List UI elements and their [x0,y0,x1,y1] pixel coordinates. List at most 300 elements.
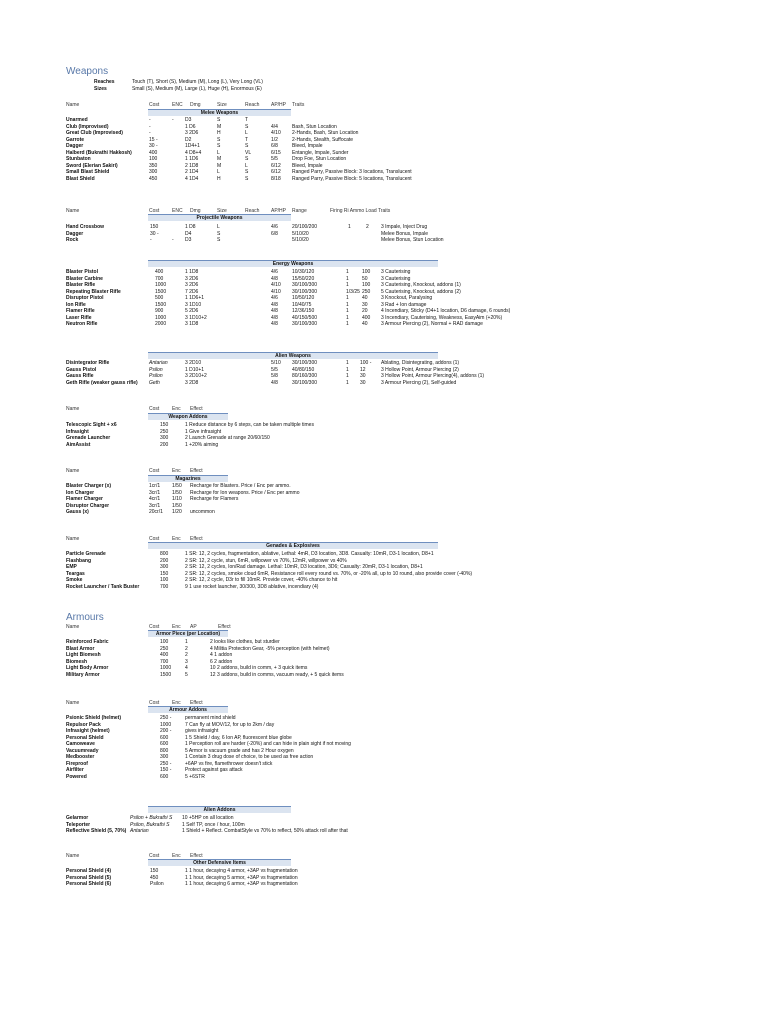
energy-cell: Ion Rifle [66,301,86,308]
sizes-label: Sizes [94,86,107,92]
melee-cell: 6/12 [271,162,281,169]
energy-cell: 30/100/300 [292,288,318,295]
energy-cell: 3 Cauterising [381,269,411,275]
melee-cell: - [149,123,151,130]
energy-cell: 4/8 [271,308,278,314]
energy-cell: 4/8 [271,314,278,321]
projectile-cell: 30 - [150,230,159,237]
energy-cell: 5 2D6 [185,308,199,314]
melee-cell: 4 1D4 [185,175,199,182]
energy-cell: 4 Incendiary, Sticky (D4+1 location, D6 damage, 6 rounds) [381,308,511,314]
addons-cell: Grenade Launcher [66,435,111,441]
energy-cell: 10/40/75 [292,301,312,308]
energy-cell: 10/30/120 [292,269,315,275]
energy-cell: 12/36/150 [292,308,315,314]
melee-cell: 1D4+1 [185,143,200,149]
energy-cell: 1 [346,301,349,308]
armours-cell: 3 [185,658,188,665]
energy-band-title: Energy Weapons [272,261,314,267]
magazines-cell: Recharge for Flamers [190,496,239,502]
armour-addons-cell: Personal Shield [66,734,104,741]
melee-cell: S [245,169,249,175]
projectile-cell: Dagger [66,230,84,237]
grenades-cell: Flashbang [66,557,92,564]
energy-cell: 4/6 [271,295,278,301]
energy-cell: 1 [346,314,349,321]
alien-cell: Ablating, Disintegrating, addons (1) [381,360,460,366]
melee-cell: 4 D8+4 [185,149,202,156]
armours-cell: 12 3 addons, build in comms, vacuum ready, + 5 quick items [210,671,344,678]
alien-cell: 3 2D10 [185,360,202,366]
armours-cell: Light Body Armor [66,665,109,671]
projectile-cell: - [150,237,152,243]
other-defensive-cell: 150 [150,868,159,874]
other-defensive-cell: 1 1 hour, decaying 4 armor, +3AP vs fragmentation [185,868,298,874]
armour-addons-cell: Fireproof [66,760,88,767]
magazines-cell: 1/50 [172,483,182,489]
grenades-header: Enc [172,536,181,542]
addons-cell: Infrasight [66,428,89,435]
armours-cell: 6 2 addon [210,658,233,665]
alien-addons-cell: Reflective Shield (5, 70%) [66,828,127,834]
armours-cell: 2 [185,645,188,652]
projectile-cell: Rock [66,237,79,243]
energy-cell: 10/50/120 [292,295,315,301]
armour-addons-cell: 600 [160,773,169,780]
alien-band-title: Alien Weapons [275,353,311,359]
energy-cell: 3 Armour Piercing (2), Normal + RAD damage [381,321,483,327]
energy-cell: 3 Incendiary, Cauterising, Weakness, EasyAim (+20%) [381,314,503,321]
other-defensive-cell: 1 1 hour, decaying 6 armor, +3AP vs fragmentation [185,881,298,887]
grenades-cell: 2 SR: 12, 2 cycles, Ion/Rad damage. Lethal: 10mR, D3 location, 3D6; Casualty: 20mR, D3-1 location, D8+1 [185,564,423,570]
armour-addons-cell: Infrasight (helmet) [66,728,110,734]
projectile-header: Reach [245,208,260,214]
energy-cell: 40 [362,295,368,301]
alien-cell: 5/8 [271,373,278,379]
magazines-header: Name [66,468,80,474]
melee-header: Traits [292,102,305,108]
projectile-header: Dmg [190,208,201,214]
grenades-cell: 2 SR: 12, 2 cycle, stun, 6mR, willpower vs 70%, 12mR, willpower vs 40% [185,557,347,564]
projectile-band-title: Projectile Weapons [196,215,243,221]
energy-cell: 1 [346,308,349,314]
energy-cell: 2000 [155,321,167,327]
melee-cell: VL [245,149,252,156]
grenades-cell: 9 1 use rocket launcher, 30/300, 3D8 ablative, incendiary (4) [185,583,319,590]
projectile-header: Firing Ri Ammo Load Traits [330,208,391,214]
melee-cell: Dagger [66,143,84,149]
energy-cell: 1 [346,282,349,288]
alien-cell: 3 Hollow Point, Armour Piercing (2) [381,366,459,373]
melee-cell: 3 2D6 [185,130,199,136]
alien-cell: 1 [346,366,349,373]
melee-header: Cost [149,102,160,108]
magazines-cell: Flamer Charger [66,496,103,502]
armours-cell: 2 looks like clothes, but sturdier [210,639,280,645]
melee-cell: 1 1D6 [185,156,199,162]
alien-cell: 100 - [360,360,372,366]
projectile-cell: 1 [348,224,351,230]
alien-cell: 1 [346,373,349,379]
alien-cell: 5/10 [271,360,281,366]
other-defensive-header: Cost [149,853,160,859]
magazines-header: Cost [149,468,160,474]
armours-cell: 4 1 addon [210,652,233,658]
armour-addons-cell: 1 Contain 3 drug dose of choice, to be used as free action [185,754,314,760]
energy-cell: 1 1D6+1 [185,295,205,301]
magazines-cell: 1/50 [172,489,182,496]
melee-header: AP/HP [271,102,287,108]
projectile-cell: D4 [185,230,192,237]
energy-cell: 50 [362,275,368,282]
alien-cell: 3 Armour Piercing (2), Self-guided [381,379,457,386]
reaches-value: Touch (T), Short (S), Medium (M), Long (L), Very Long (VL) [132,79,263,85]
energy-cell: 40 [362,321,368,327]
grenades-cell: Smoke [66,577,83,583]
energy-cell: 4/10 [271,288,281,295]
melee-cell: 2 1D4 [185,169,199,175]
melee-cell: 2-Hands, Bash, Stun Location [292,130,359,136]
addons-cell: 150 [160,422,169,428]
grenades-header: Name [66,536,80,542]
grenades-cell: 100 [160,577,169,583]
armour-addons-cell: Camoweave [66,741,95,747]
alien-cell: Gauss Rifle [66,373,94,379]
magazines-cell: uncommon [190,509,215,515]
melee-cell: Stunbaton [66,156,91,162]
melee-cell: 6/15 [271,149,281,156]
melee-cell: Ranged Parry, Passive Block: 3 locations, Translucent [292,169,412,175]
addons-header: Effect [190,406,203,412]
melee-cell: - [149,117,151,123]
melee-cell: T [245,136,249,143]
armour-addons-cell: 800 [160,747,169,754]
energy-cell: Blaster Rifle [66,282,96,288]
melee-cell: 15 - [149,136,158,143]
addons-cell: 1 Reduce distance by 6 steps, can be taken multiple times [185,422,314,428]
projectile-header: AP/HP [271,208,287,214]
energy-cell: 1000 [155,314,167,321]
addons-cell: 1 Give infrasight [185,428,222,435]
alien-cell: 12 [360,366,366,373]
other-defensive-header: Name [66,853,80,859]
energy-cell: 400 [155,269,164,275]
projectile-cell: S [217,230,221,237]
melee-cell: S [217,143,221,149]
other-defensive-cell: Personal Shield (5) [66,874,112,881]
melee-cell: Bleed, Impale [292,162,323,169]
energy-cell: 700 [155,275,164,282]
armour-addons-cell: 250 - [160,760,172,767]
alien-cell: Psilon [149,373,163,379]
armour-addons-cell: Psionic Shield (helmet) [66,715,122,721]
other-defensive-header: Effect [190,853,203,859]
melee-cell: L [245,162,248,169]
melee-cell: L [245,130,248,136]
energy-cell: 4/6 [271,269,278,275]
projectile-cell: 3 Impale, Inject Drug [381,224,428,230]
energy-cell: 3 1D10 [185,301,202,308]
energy-cell: 4/8 [271,301,278,308]
magazines-band-title: Magazines [175,476,201,482]
projectile-cell: L [217,224,220,230]
alien-addons-cell: 1 Shield + Reflect. CombatStyle vs 70% to reflect, 50% attack roll after that [182,828,348,834]
armour-addons-cell: 5 +6STR [185,773,205,780]
projectile-cell: S [217,237,221,243]
armours-cell: 400 [160,652,169,658]
energy-cell: 30/100/300 [292,321,318,327]
grenades-cell: 800 [160,551,169,557]
armours-cell: 4 [185,665,188,671]
energy-cell: Blaster Pistol [66,269,98,275]
projectile-cell: Melee Bonus, Stun Location [381,237,444,243]
weapons-title: Weapons [66,66,109,77]
melee-cell: Drop Foe, Stun Location [292,156,347,162]
addons-header: Cost [149,406,160,412]
melee-band-title: Melee Weapons [200,110,239,116]
magazines-cell: Ion Charger [66,489,95,496]
armour-addons-band-title: Armour Addons [169,707,207,713]
alien-cell: 3 Hollow Point, Armour Piercing(4), addons (1) [381,373,485,379]
alien-cell: 30/100/300 [292,379,318,386]
melee-cell: Bleed, Impale [292,143,323,149]
energy-cell: 1 [346,275,349,282]
energy-cell: 20 [362,308,368,314]
alien-addons-cell: Antarian [130,828,149,834]
alien-addons-cell: 10 +5HP on all location [182,815,234,821]
melee-cell: Bash, Stun Location [292,123,337,130]
alien-cell: Geth Rifle (weaker gauss rifle) [66,379,138,386]
magazines-cell: 3cr/1 [149,502,161,509]
melee-cell: H [217,175,221,182]
projectile-header: Range [292,208,307,214]
grenades-cell: 200 [160,557,169,564]
alien-cell: Gauss Pistol [66,366,97,373]
energy-cell: 1 [346,321,349,327]
armours-title: Armours [66,612,104,623]
alien-addons-band-title: Alien Addons [203,807,236,813]
armours-cell: 1500 [160,671,172,678]
magazines-cell: 3cr/1 [149,489,161,496]
energy-cell: 7 2D6 [185,288,199,295]
magazines-header: Effect [190,468,203,474]
alien-cell: 5/5 [271,366,278,373]
melee-cell: Halberd (Bukrathi Hakkosh) [66,149,132,156]
armour-addons-cell: Vacuumready [66,747,99,754]
grenades-cell: 150 [160,570,169,577]
melee-cell: D2 [185,136,192,143]
magazines-cell: 4cr/1 [149,496,161,502]
melee-cell: 5/5 [271,156,278,162]
melee-cell: Club (Improvised) [66,123,109,130]
energy-cell: 3 Cauterising [381,275,411,282]
melee-cell: - [172,117,174,123]
armours-cell: Military Armor [66,671,100,678]
armour-addons-cell: 5 Armor is vacuum grade and has 2 Hour oxygen [185,747,294,754]
melee-cell: 1/2 [271,136,278,143]
melee-cell: Blast Shield [66,175,95,182]
melee-cell: 450 [149,175,158,182]
armours-cell: 1 [185,639,188,645]
melee-cell: S [245,175,249,182]
energy-cell: 3 Cauterising, Knockout, addons (1) [381,282,461,288]
reaches-label: Reaches [94,79,115,85]
grenades-header: Effect [190,536,203,542]
projectile-cell: 6/8 [271,230,278,237]
armours-cell: 4 Militia Protection Gear, -5% perception (with helmet) [210,645,330,652]
energy-cell: 1 [346,295,349,301]
energy-cell: Flamer Rifle [66,308,95,314]
armour-addons-cell: 1 Perception roll are harder (-20%) and can hide in plain sight if not moving [185,741,351,747]
alien-cell: Antarian [149,360,168,366]
energy-cell: 3 1D10+2 [185,314,207,321]
melee-cell: L [217,169,220,175]
other-defensive-cell: 450 [150,874,159,881]
energy-cell: 30/100/300 [292,282,318,288]
projectile-cell: Melee Bonus, Impale [381,230,428,237]
energy-cell: 1500 [155,301,167,308]
armour-addons-cell: +6AP vs fire, flamethrower doesn't stick [185,760,273,767]
armours-cell: Light Biomesh [66,652,101,658]
melee-header: Size [217,102,227,108]
armours-cell: 100 [160,639,169,645]
armour-addons-cell: Medbooster [66,754,95,760]
addons-cell: 300 [160,435,169,441]
energy-cell: 15/50/220 [292,275,315,282]
armour-addons-cell: gives infrasight [185,728,219,734]
energy-cell: 100 [362,269,371,275]
projectile-cell: 2 [366,224,369,230]
projectile-cell: 5/10/20 [292,230,309,237]
melee-cell: 100 [149,156,158,162]
melee-cell: Small Blast Shield [66,169,110,175]
other-defensive-cell: Personal Shield (4) [66,868,112,874]
armours-header: Cost [149,624,160,630]
alien-cell: Disintegrator Rifle [66,360,110,366]
armour-addons-cell: 300 [160,754,169,760]
other-defensive-header: Enc [172,853,181,859]
magazines-cell: 1/50 [172,502,182,509]
projectile-cell: D3 [185,237,192,243]
melee-cell: M [217,162,222,169]
alien-cell: 40/80/150 [292,366,315,373]
armour-addons-header: Effect [190,700,203,706]
melee-cell: 2 1D8 [185,162,199,169]
energy-cell: 4/8 [271,321,278,327]
melee-cell: H [217,130,221,136]
projectile-cell: - [172,237,174,243]
armours-cell: Blast Armor [66,645,95,652]
alien-cell: 1 [346,379,349,386]
armours-cell: 5 [185,671,188,678]
melee-cell: 30 - [149,143,158,149]
melee-cell: Garrote [66,136,85,143]
other-defensive-cell: 1 1 hour, decaying 5 armor, +3AP vs fragmentation [185,874,298,881]
armours-cell: 10 2 addons, build in comm, + 3 quick items [210,665,308,671]
melee-cell: 400 [149,149,158,156]
grenades-cell: 2 SR: 12, 2 cycle, D3r to fill 10mR. Provide cover, -40% chance to hit [185,577,338,583]
grenades-cell: Teargas [66,570,85,577]
energy-cell: 3 Rad + Ion damage [381,301,427,308]
melee-cell: 4/10 [271,130,281,136]
melee-header: Name [66,102,80,108]
melee-cell: D3 [185,117,192,123]
grenades-cell: 300 [160,564,169,570]
magazines-cell: 1cr/1 [149,483,161,489]
melee-cell: M [217,156,222,162]
alien-addons-cell: Teleporter [66,821,91,828]
energy-cell: 40/150/500 [292,314,318,321]
energy-cell: Blaster Carbine [66,275,103,282]
energy-cell: 4/10 [271,282,281,288]
armours-cell: Reinforced Fabric [66,639,109,645]
armour-addons-cell: 600 [160,741,169,747]
grenades-cell: 700 [160,583,169,590]
melee-cell: 4/4 [271,123,278,130]
armour-addons-header: Cost [149,700,160,706]
melee-cell: S [245,143,249,149]
melee-cell: 1 D6 [185,123,196,130]
alien-cell: Psilon [149,366,163,373]
projectile-cell: 4/6 [271,224,278,230]
grenades-cell: EMP [66,564,77,570]
energy-cell: 4/8 [271,275,278,282]
magazines-header: Enc [172,468,181,474]
alien-cell: 80/160/300 [292,373,318,379]
addons-cell: 200 [160,441,169,448]
armours-cell: 1000 [160,665,172,671]
alien-cell: 30/100/300 [292,360,318,366]
energy-cell: 3 2D6 [185,282,199,288]
addons-cell: 250 [160,428,169,435]
magazines-cell: 20cr/1 [149,509,163,515]
projectile-cell: Hand Crossbow [66,224,105,230]
projectile-header: Name [66,208,80,214]
energy-cell: 250 [362,288,371,295]
armour-addons-cell: 1000 [160,721,172,728]
armours-cell: Biomesh [66,658,88,665]
projectile-cell: 20/100/200 [292,224,318,230]
projectile-cell: 1 D8 [185,224,196,230]
armour-addons-cell: Airfilter [66,767,84,773]
melee-cell: 8/18 [271,175,281,182]
melee-header: ENC [172,102,183,108]
melee-header: Dmg [190,102,201,108]
melee-cell: 300 [149,169,158,175]
alien-cell: 3 2D10+2 [185,373,207,379]
magazines-cell: 1/10 [172,496,182,502]
magazines-cell: 1/20 [172,509,182,515]
melee-cell: Great Club (Improvised) [66,130,123,136]
melee-header: Reach [245,102,260,108]
armour-addons-header: Name [66,700,80,706]
armour-addons-cell: Repulsor Pack [66,721,101,728]
alien-addons-cell: 1 Self TP, once / hour, 100m [182,821,245,828]
projectile-header: Cost [149,208,160,214]
magazines-cell: Gauss (x) [66,509,89,515]
other-defensive-cell: Psilon [150,881,164,887]
melee-cell: Unarmed [66,117,88,123]
grenades-cell: 2 SR: 12, 2 cycles, smoke cloud 6mR, Resistance roll every round vs. 70%, or -20% all, up to 10 round, also provide cover (-40%) [185,570,473,577]
energy-cell: 5 Cauterising, Knockout, addons (2) [381,288,461,295]
melee-cell: Entangle, Impale, Sunder [292,149,349,156]
magazines-cell: Recharge for Ion weapons. Price / Enc per ammo [190,489,300,496]
energy-cell: Neutron Rifle [66,321,98,327]
addons-header: Enc [172,406,181,412]
energy-cell: 900 [155,308,164,314]
melee-cell: - [149,130,151,136]
armour-addons-cell: 200 - [160,728,172,734]
